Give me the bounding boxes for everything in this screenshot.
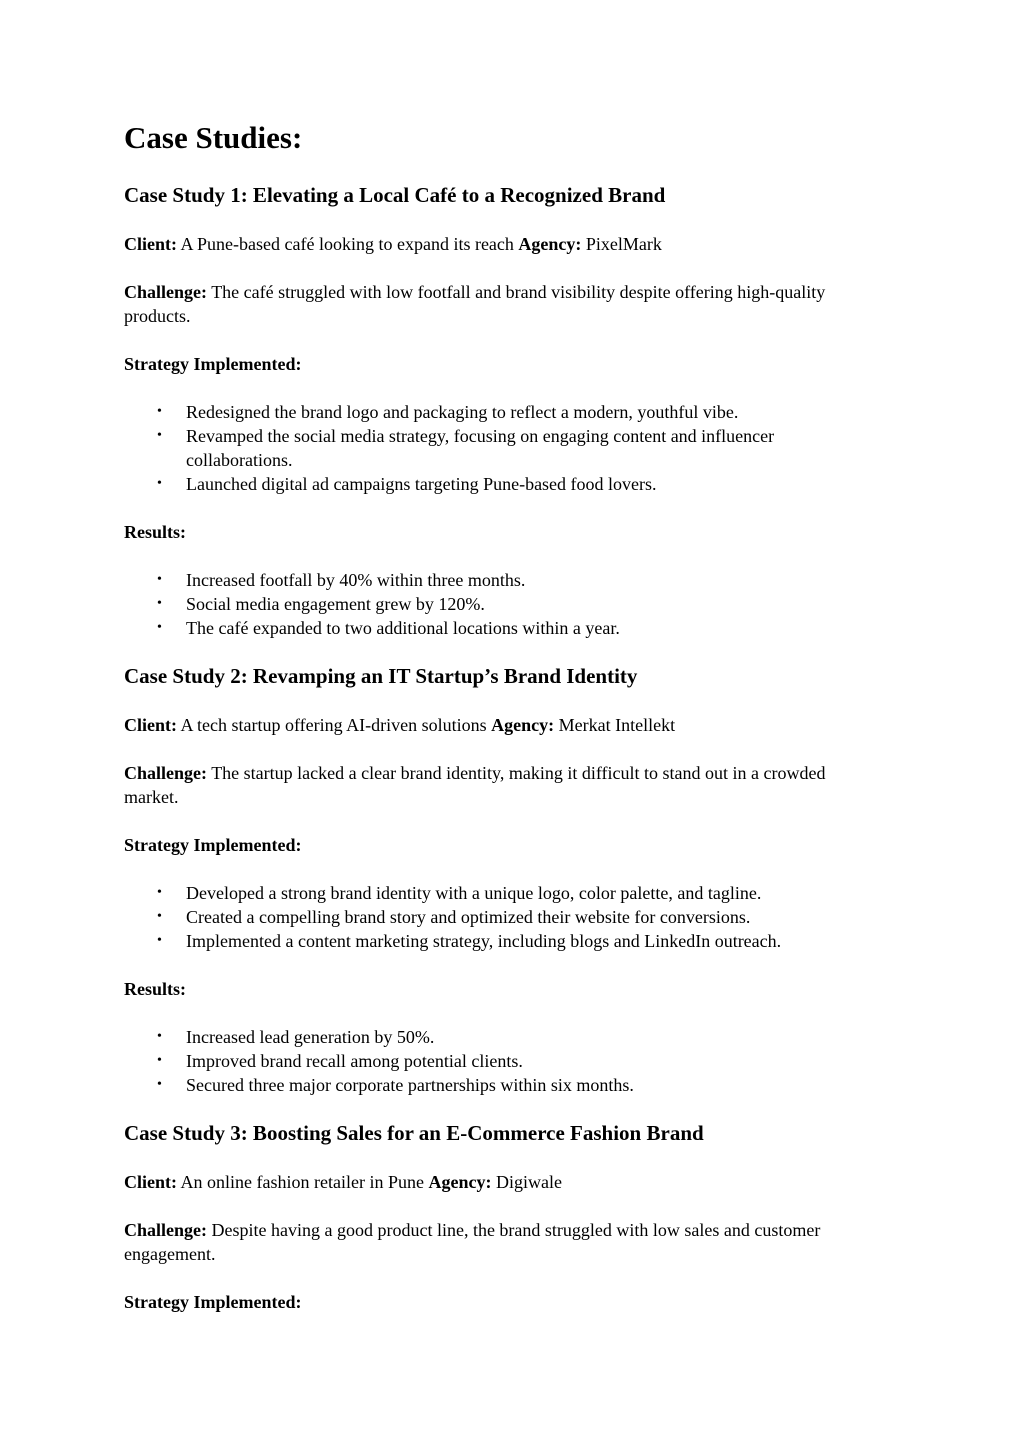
- bullet-icon: •: [157, 619, 162, 635]
- page-title: Case Studies:: [124, 120, 303, 155]
- client-text: A tech startup offering AI-driven solutions: [180, 715, 487, 736]
- case-study-3-title: Case Study 3: Boosting Sales for an E-Commerce Fashion Brand: [124, 1121, 704, 1146]
- list-item: • Redesigned the brand logo and packaging to reflect a modern, youthful vibe.: [157, 401, 739, 422]
- agency-label: Agency:: [428, 1172, 492, 1193]
- bullet-icon: •: [157, 427, 162, 443]
- results-heading: Results:: [124, 979, 186, 1000]
- bullet-icon: •: [157, 933, 162, 949]
- strategy-heading: Strategy Implemented:: [124, 1292, 302, 1313]
- client-label: Client:: [124, 715, 177, 736]
- list-item: • Launched digital ad campaigns targeting Pune-based food lovers.: [157, 473, 657, 494]
- bullet-icon: •: [157, 571, 162, 587]
- results-heading: Results:: [124, 521, 186, 542]
- case-study-2: [124, 664, 883, 1097]
- agency-label: Agency:: [491, 715, 555, 736]
- list-item: • Secured three major corporate partnerships within six months.: [157, 1075, 634, 1096]
- agency-label: Agency:: [518, 233, 582, 254]
- list-item: • Created a compelling brand story and optimized their website for conversions.: [157, 907, 751, 928]
- client-text: A Pune-based café looking to expand its reach: [180, 233, 514, 254]
- challenge-label: Challenge:: [124, 281, 207, 302]
- results-list: [124, 568, 883, 640]
- challenge-text: The startup lacked a clear brand identity, making it difficult to stand out in a crowded market.: [124, 763, 826, 808]
- agency-text: Merkat Intellekt: [558, 715, 676, 736]
- bullet-icon: •: [157, 885, 162, 901]
- challenge-label: Challenge:: [124, 1220, 207, 1241]
- bullet-icon: •: [157, 1077, 162, 1093]
- agency-text: Digiwale: [495, 1172, 562, 1193]
- case-study-1: [124, 183, 883, 640]
- strategy-list: [124, 881, 883, 953]
- agency-text: PixelMark: [585, 233, 662, 254]
- bullet-icon: •: [157, 595, 162, 611]
- challenge-text: The café struggled with low footfall and brand visibility despite offering high-quality products.: [124, 281, 826, 326]
- list-item: • Implemented a content marketing strategy, including blogs and LinkedIn outreach.: [157, 931, 782, 952]
- list-item: • Improved brand recall among potential clients.: [157, 1051, 523, 1072]
- results-list: [124, 1025, 883, 1097]
- bullet-icon: •: [157, 1053, 162, 1069]
- bullet-icon: •: [157, 403, 162, 419]
- strategy-heading: Strategy Implemented:: [124, 835, 302, 856]
- challenge-label: Challenge:: [124, 763, 207, 784]
- client-text: An online fashion retailer in Pune: [180, 1172, 424, 1193]
- client-label: Client:: [124, 233, 177, 254]
- list-item: • Developed a strong brand identity with a unique logo, color palette, and tagline.: [157, 883, 762, 904]
- case-study-3-client: [124, 1170, 883, 1194]
- case-study-2-client: [124, 713, 883, 737]
- list-item: • The café expanded to two additional locations within a year.: [157, 617, 620, 638]
- list-item: • Increased lead generation by 50%.: [157, 1027, 435, 1048]
- case-study-1-challenge: [124, 280, 883, 328]
- bullet-icon: •: [157, 475, 162, 491]
- list-item: • Revamped the social media strategy, focusing on engaging content and influencer collaborations.: [157, 425, 775, 470]
- case-study-1-client: [124, 232, 883, 256]
- strategy-heading: Strategy Implemented:: [124, 353, 302, 374]
- list-item: • Increased footfall by 40% within three months.: [157, 569, 526, 590]
- case-study-1-title: Case Study 1: Elevating a Local Café to a Recognized Brand: [124, 182, 666, 207]
- bullet-icon: •: [157, 1029, 162, 1045]
- case-study-3: [124, 1121, 883, 1314]
- strategy-list: [124, 400, 883, 496]
- case-study-2-title: Case Study 2: Revamping an IT Startup’s Brand Identity: [124, 663, 638, 688]
- client-label: Client:: [124, 1172, 177, 1193]
- challenge-text: Despite having a good product line, the brand struggled with low sales and customer engagement.: [124, 1220, 821, 1265]
- case-study-3-challenge: [124, 1218, 883, 1266]
- list-item: • Social media engagement grew by 120%.: [157, 593, 485, 614]
- case-study-2-challenge: [124, 761, 883, 809]
- bullet-icon: •: [157, 909, 162, 925]
